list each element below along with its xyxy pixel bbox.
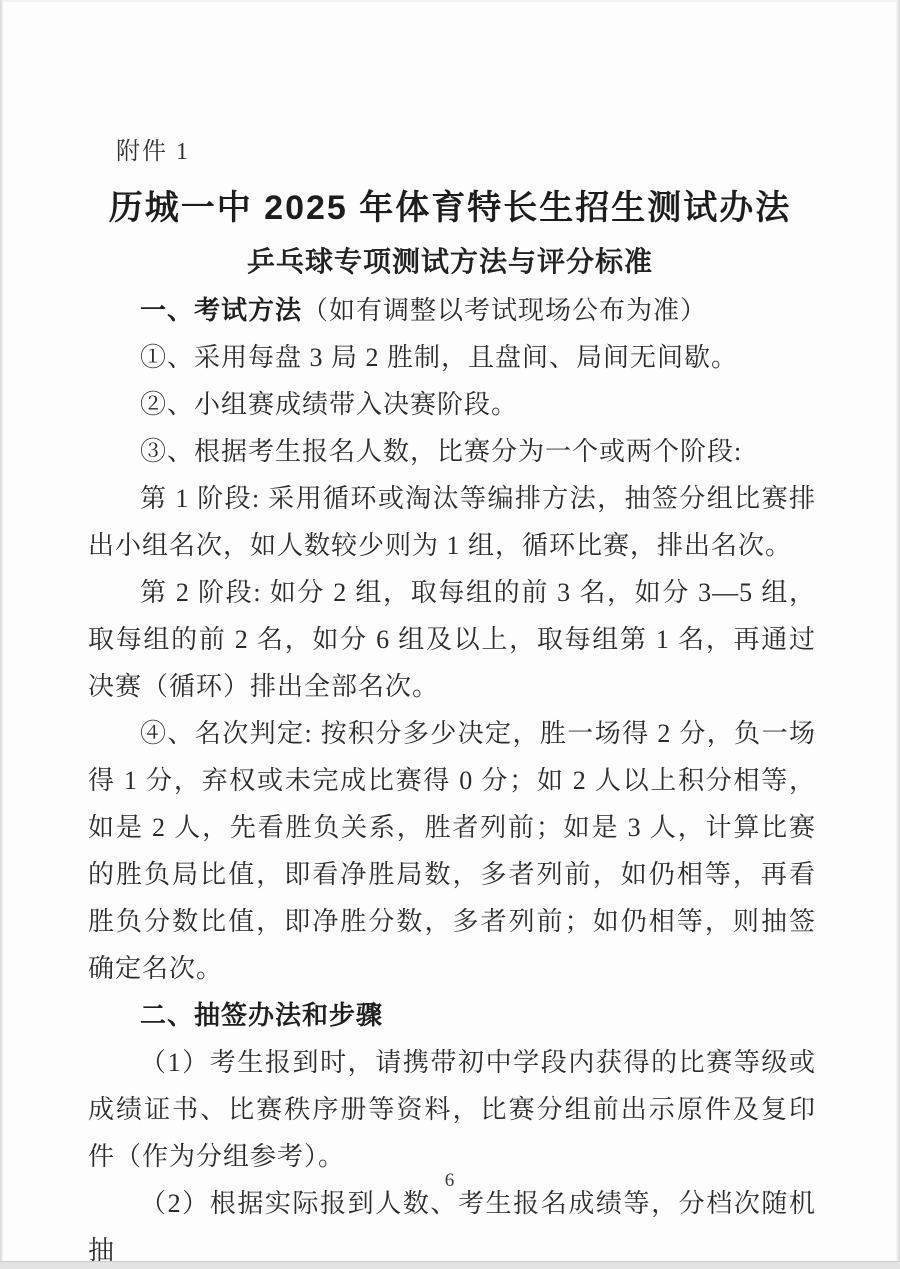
document-subtitle: 乒乓球专项测试方法与评分标准 [246,246,653,277]
paragraph-stage-2: 第 2 阶段: 如分 2 组，取每组的前 3 名，如分 3—5 组，取每组的前 2 名，如分 6 组及以上，取每组第 1 名，再通过决赛（循环）排出全部名次。 [88,578,816,701]
section2-heading: 二、抽签办法和步骤 [140,1000,384,1030]
section1-heading-note: （如有调整以考试现场公布为准） [302,295,708,325]
paragraph-exam-method-2: ②、小组赛成绩带入决赛阶段。 [140,390,519,419]
paragraph-draw-step-1: （1）考生报到时，请携带初中学段内获得的比赛等级或成绩证书、比赛秩序册等资料，比赛分组前出示原件及复印件（作为分组参考）。 [88,1048,816,1171]
paragraph-draw-step-2: （2）根据实际报到人数、考生报名成绩等，分档次随机抽 [88,1189,816,1265]
scan-edge-top [0,0,900,2]
section2-heading-line [88,992,816,1039]
paragraph-ranking-rules: ④、名次判定: 按积分多少决定，胜一场得 2 分，负一场得 1 分，弃权或未完成比赛得 0 分；如 2 人以上积分相等，如是 2 人，先看胜负关系，胜者列前；如是 3 人，计算比赛的胜负局比值，即看净胜局数，多者列前，如仍相等，再看胜负分数比值，即净胜分数，多者列前；如仍相等，则抽签确定名次。 [88,719,816,983]
page-number: 6 [444,1170,456,1191]
section1-heading: 一、考试方法 [140,295,303,325]
attachment-label: 附件 1 [116,139,190,165]
paragraph-stage-1: 第 1 阶段: 采用循环或淘汰等编排方法，抽签分组比赛排出小组名次，如人数较少则为 1 组，循环比赛，排出名次。 [88,484,816,560]
document-body [88,287,816,1269]
section1-heading-line [88,287,816,334]
paragraph-exam-method-3: ③、根据考生报名人数，比赛分为一个或两个阶段: [140,437,743,466]
document-title: 历城一中 2025 年体育特长生招生测试办法 [108,189,792,227]
paragraph-exam-method-1: ①、采用每盘 3 局 2 胜制，且盘间、局间无间歇。 [140,343,739,372]
